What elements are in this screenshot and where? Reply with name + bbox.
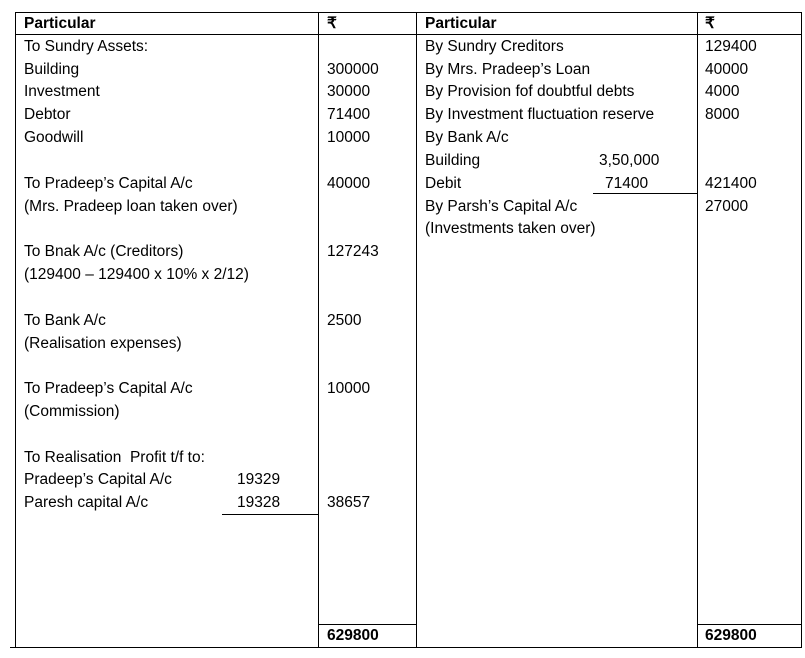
commission-amount: 10000 bbox=[327, 380, 371, 397]
profit-pradeep-label: Pradeep’s Capital A/c bbox=[24, 471, 172, 488]
provision-amount: 4000 bbox=[705, 83, 740, 100]
credit-bank-debit-label: Debit bbox=[425, 175, 462, 192]
pradeep-capital-label: To Pradeep’s Capital A/c bbox=[24, 175, 193, 192]
investment-label: Investment bbox=[24, 83, 100, 100]
profit-total: 38657 bbox=[327, 494, 371, 511]
pradeep-capital-amount: 40000 bbox=[327, 175, 371, 192]
bank-label: To Bank A/c bbox=[24, 312, 106, 329]
credit-bank-label: By Bank A/c bbox=[425, 129, 509, 146]
investment-amount: 30000 bbox=[327, 83, 371, 100]
provision-label: By Provision fof doubtful debts bbox=[425, 83, 635, 100]
column-divider-right-amount bbox=[697, 12, 698, 648]
header-left-particular: Particular bbox=[24, 15, 96, 32]
credit-total: 629800 bbox=[705, 627, 757, 644]
building-label: Building bbox=[24, 61, 80, 78]
bank-amount: 2500 bbox=[327, 312, 362, 329]
debtor-amount: 71400 bbox=[327, 106, 371, 123]
sundry-assets-heading: To Sundry Assets: bbox=[24, 38, 149, 55]
creditors-amount: 129400 bbox=[705, 38, 757, 55]
parsh-label: By Parsh’s Capital A/c bbox=[425, 198, 578, 215]
profit-paresh-amount: 19328 bbox=[237, 494, 281, 511]
bnak-label: To Bnak A/c (Creditors) bbox=[24, 243, 184, 260]
header-right-currency: ₹ bbox=[705, 15, 715, 32]
debit-total: 629800 bbox=[327, 627, 379, 644]
column-divider-left-amount bbox=[318, 12, 319, 648]
credit-bank-debit-amount: 71400 bbox=[605, 175, 649, 192]
commission-note: (Commission) bbox=[24, 403, 120, 420]
parsh-amount: 27000 bbox=[705, 198, 749, 215]
parsh-note: (Investments taken over) bbox=[425, 220, 596, 237]
table-border-top bbox=[15, 12, 802, 13]
profit-pradeep-amount: 19329 bbox=[237, 471, 281, 488]
goodwill-label: Goodwill bbox=[24, 129, 84, 146]
table-border-left bbox=[15, 12, 16, 648]
goodwill-amount: 10000 bbox=[327, 129, 371, 146]
bnak-note: (129400 – 129400 x 10% x 2/12) bbox=[24, 266, 249, 283]
credit-bank-building-amount: 3,50,000 bbox=[599, 152, 660, 169]
column-divider-center bbox=[416, 12, 417, 648]
table-border-right bbox=[801, 12, 802, 648]
profit-subtotal-underline bbox=[222, 514, 319, 515]
loan-amount: 40000 bbox=[705, 61, 749, 78]
bnak-amount: 127243 bbox=[327, 243, 379, 260]
credit-bank-building-label: Building bbox=[425, 152, 481, 169]
profit-heading: To Realisation Profit t/f to: bbox=[24, 449, 205, 466]
ifr-label: By Investment fluctuation reserve bbox=[425, 106, 655, 123]
header-left-currency: ₹ bbox=[327, 15, 337, 32]
debtor-label: Debtor bbox=[24, 106, 71, 123]
commission-label: To Pradeep’s Capital A/c bbox=[24, 380, 193, 397]
ifr-amount: 8000 bbox=[705, 106, 740, 123]
building-amount: 300000 bbox=[327, 61, 379, 78]
credit-bank-total: 421400 bbox=[705, 175, 757, 192]
header-right-particular: Particular bbox=[425, 15, 497, 32]
table-border-bottom bbox=[10, 647, 802, 648]
loan-label: By Mrs. Pradeep’s Loan bbox=[425, 61, 591, 78]
profit-paresh-label: Paresh capital A/c bbox=[24, 494, 149, 511]
pradeep-capital-note: (Mrs. Pradeep loan taken over) bbox=[24, 198, 238, 215]
bank-note: (Realisation expenses) bbox=[24, 335, 182, 352]
creditors-label: By Sundry Creditors bbox=[425, 38, 564, 55]
